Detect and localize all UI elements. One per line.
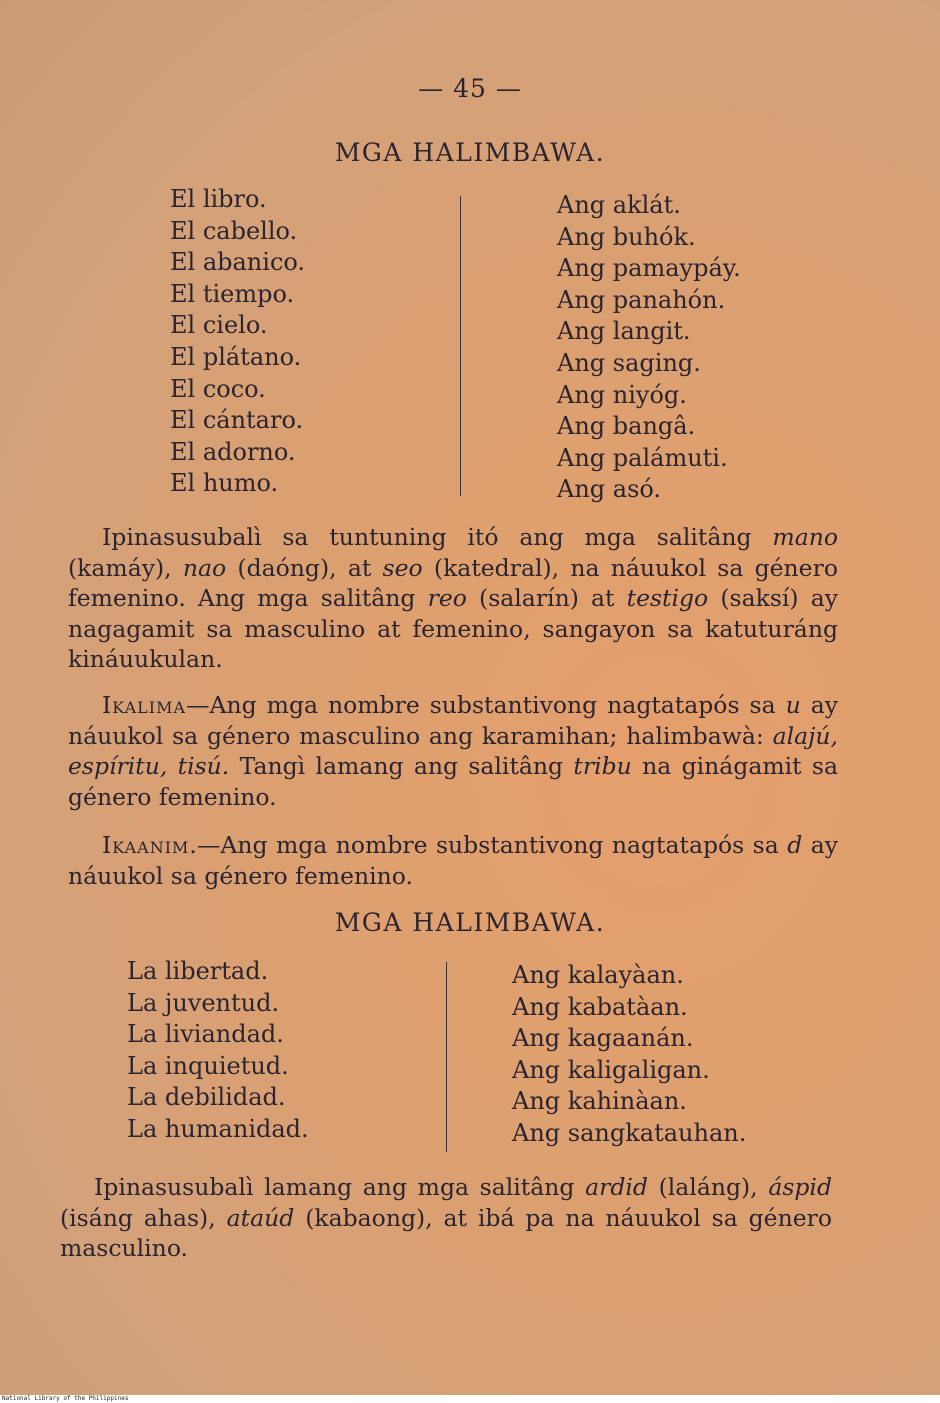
spanish-example: La juventud. (127, 988, 280, 1017)
spanish-example: El abanico. (170, 248, 306, 277)
tagalog-example: Ang sangkatauhan. (512, 1118, 747, 1147)
spanish-example: El plátano. (170, 342, 302, 371)
spanish-example: El cántaro. (170, 406, 304, 435)
tagalog-example: Ang buhók. (557, 222, 696, 251)
spanish-example: El cielo. (170, 311, 268, 340)
tagalog-example: Ang saging. (557, 348, 701, 377)
spanish-column-1 (170, 184, 305, 500)
tagalog-example: Ang pamaypáy. (557, 254, 741, 283)
spanish-example: La debilidad. (127, 1083, 286, 1112)
paragraph-exceptions-2: Ipinasusubalì lamang ang mga salitâng ardid (laláng), áspid (isáng ahas), ataúd (kabaong), at ibá pa na náuukol sa género masculino. (60, 1173, 833, 1262)
rule-label: Ikalima (102, 691, 187, 719)
tagalog-example: Ang aklát. (557, 191, 681, 219)
tagalog-example: Ang kaligaligan. (512, 1055, 710, 1084)
spanish-example: El humo. (170, 469, 279, 498)
footer-bar (0, 1395, 940, 1403)
column-divider-2 (446, 962, 447, 1152)
paragraph-exceptions-1: Ipinasusubalì sa tuntuning itó ang mga salitâng mano (kamáy), nao (daóng), at seo (katedral), na náuukol sa género femenino. Ang mga salitâng reo (salarín) at testigo (saksí) ay nagagamit sa masculino at femenino, sangayon sa katuturáng kináuukulan. (68, 523, 838, 673)
tagalog-example: Ang palámuti. (557, 443, 728, 472)
tagalog-example: Ang kalayàan. (512, 961, 684, 989)
spanish-example: La inquietud. (127, 1051, 289, 1080)
column-divider-1 (460, 196, 461, 496)
tagalog-example: Ang niyóg. (557, 380, 687, 409)
paragraph-ikaanim: Ikaanim.—Ang mga nombre substantivong nagtatapós sa d ay náuukol sa género femenino. (68, 831, 838, 890)
paragraph-ikalima: Ikalima—Ang mga nombre substantivong nagtatapós sa u ay náuukol sa género masculino ang karamihan; halimbawà: alajú, espíritu, tisú. Tangì lamang ang salitâng tribu na ginágamit sa género femenino. (68, 691, 838, 811)
page-number: — 45 — (418, 74, 522, 103)
spanish-example: La humanidad. (127, 1114, 309, 1143)
tagalog-example: Ang kagaanán. (512, 1024, 694, 1053)
library-credit: National Library of the Philippines (2, 1395, 129, 1402)
section-heading-2: MGA HALIMBAWA. (334, 908, 606, 937)
spanish-example: El cabello. (170, 216, 298, 245)
spanish-example: El tiempo. (170, 279, 295, 308)
spanish-example: El coco. (170, 374, 266, 403)
tagalog-example: Ang asó. (557, 475, 662, 504)
section-heading-1: MGA HALIMBAWA. (334, 138, 606, 167)
spanish-column-2 (127, 956, 309, 1146)
spanish-example: La liviandad. (127, 1020, 284, 1049)
spanish-example: El adorno. (170, 437, 296, 466)
tagalog-example: Ang panahón. (557, 285, 726, 314)
spanish-example: La libertad. (127, 957, 269, 985)
tagalog-example: Ang langit. (557, 317, 691, 346)
rule-label: Ikaanim (102, 831, 190, 859)
tagalog-column-1 (557, 190, 741, 506)
tagalog-example: Ang kahinàan. (512, 1087, 687, 1116)
spanish-example: El libro. (170, 185, 267, 213)
tagalog-example: Ang kabatàan. (512, 992, 688, 1021)
tagalog-column-2 (512, 960, 746, 1150)
tagalog-example: Ang bangâ. (557, 412, 696, 441)
